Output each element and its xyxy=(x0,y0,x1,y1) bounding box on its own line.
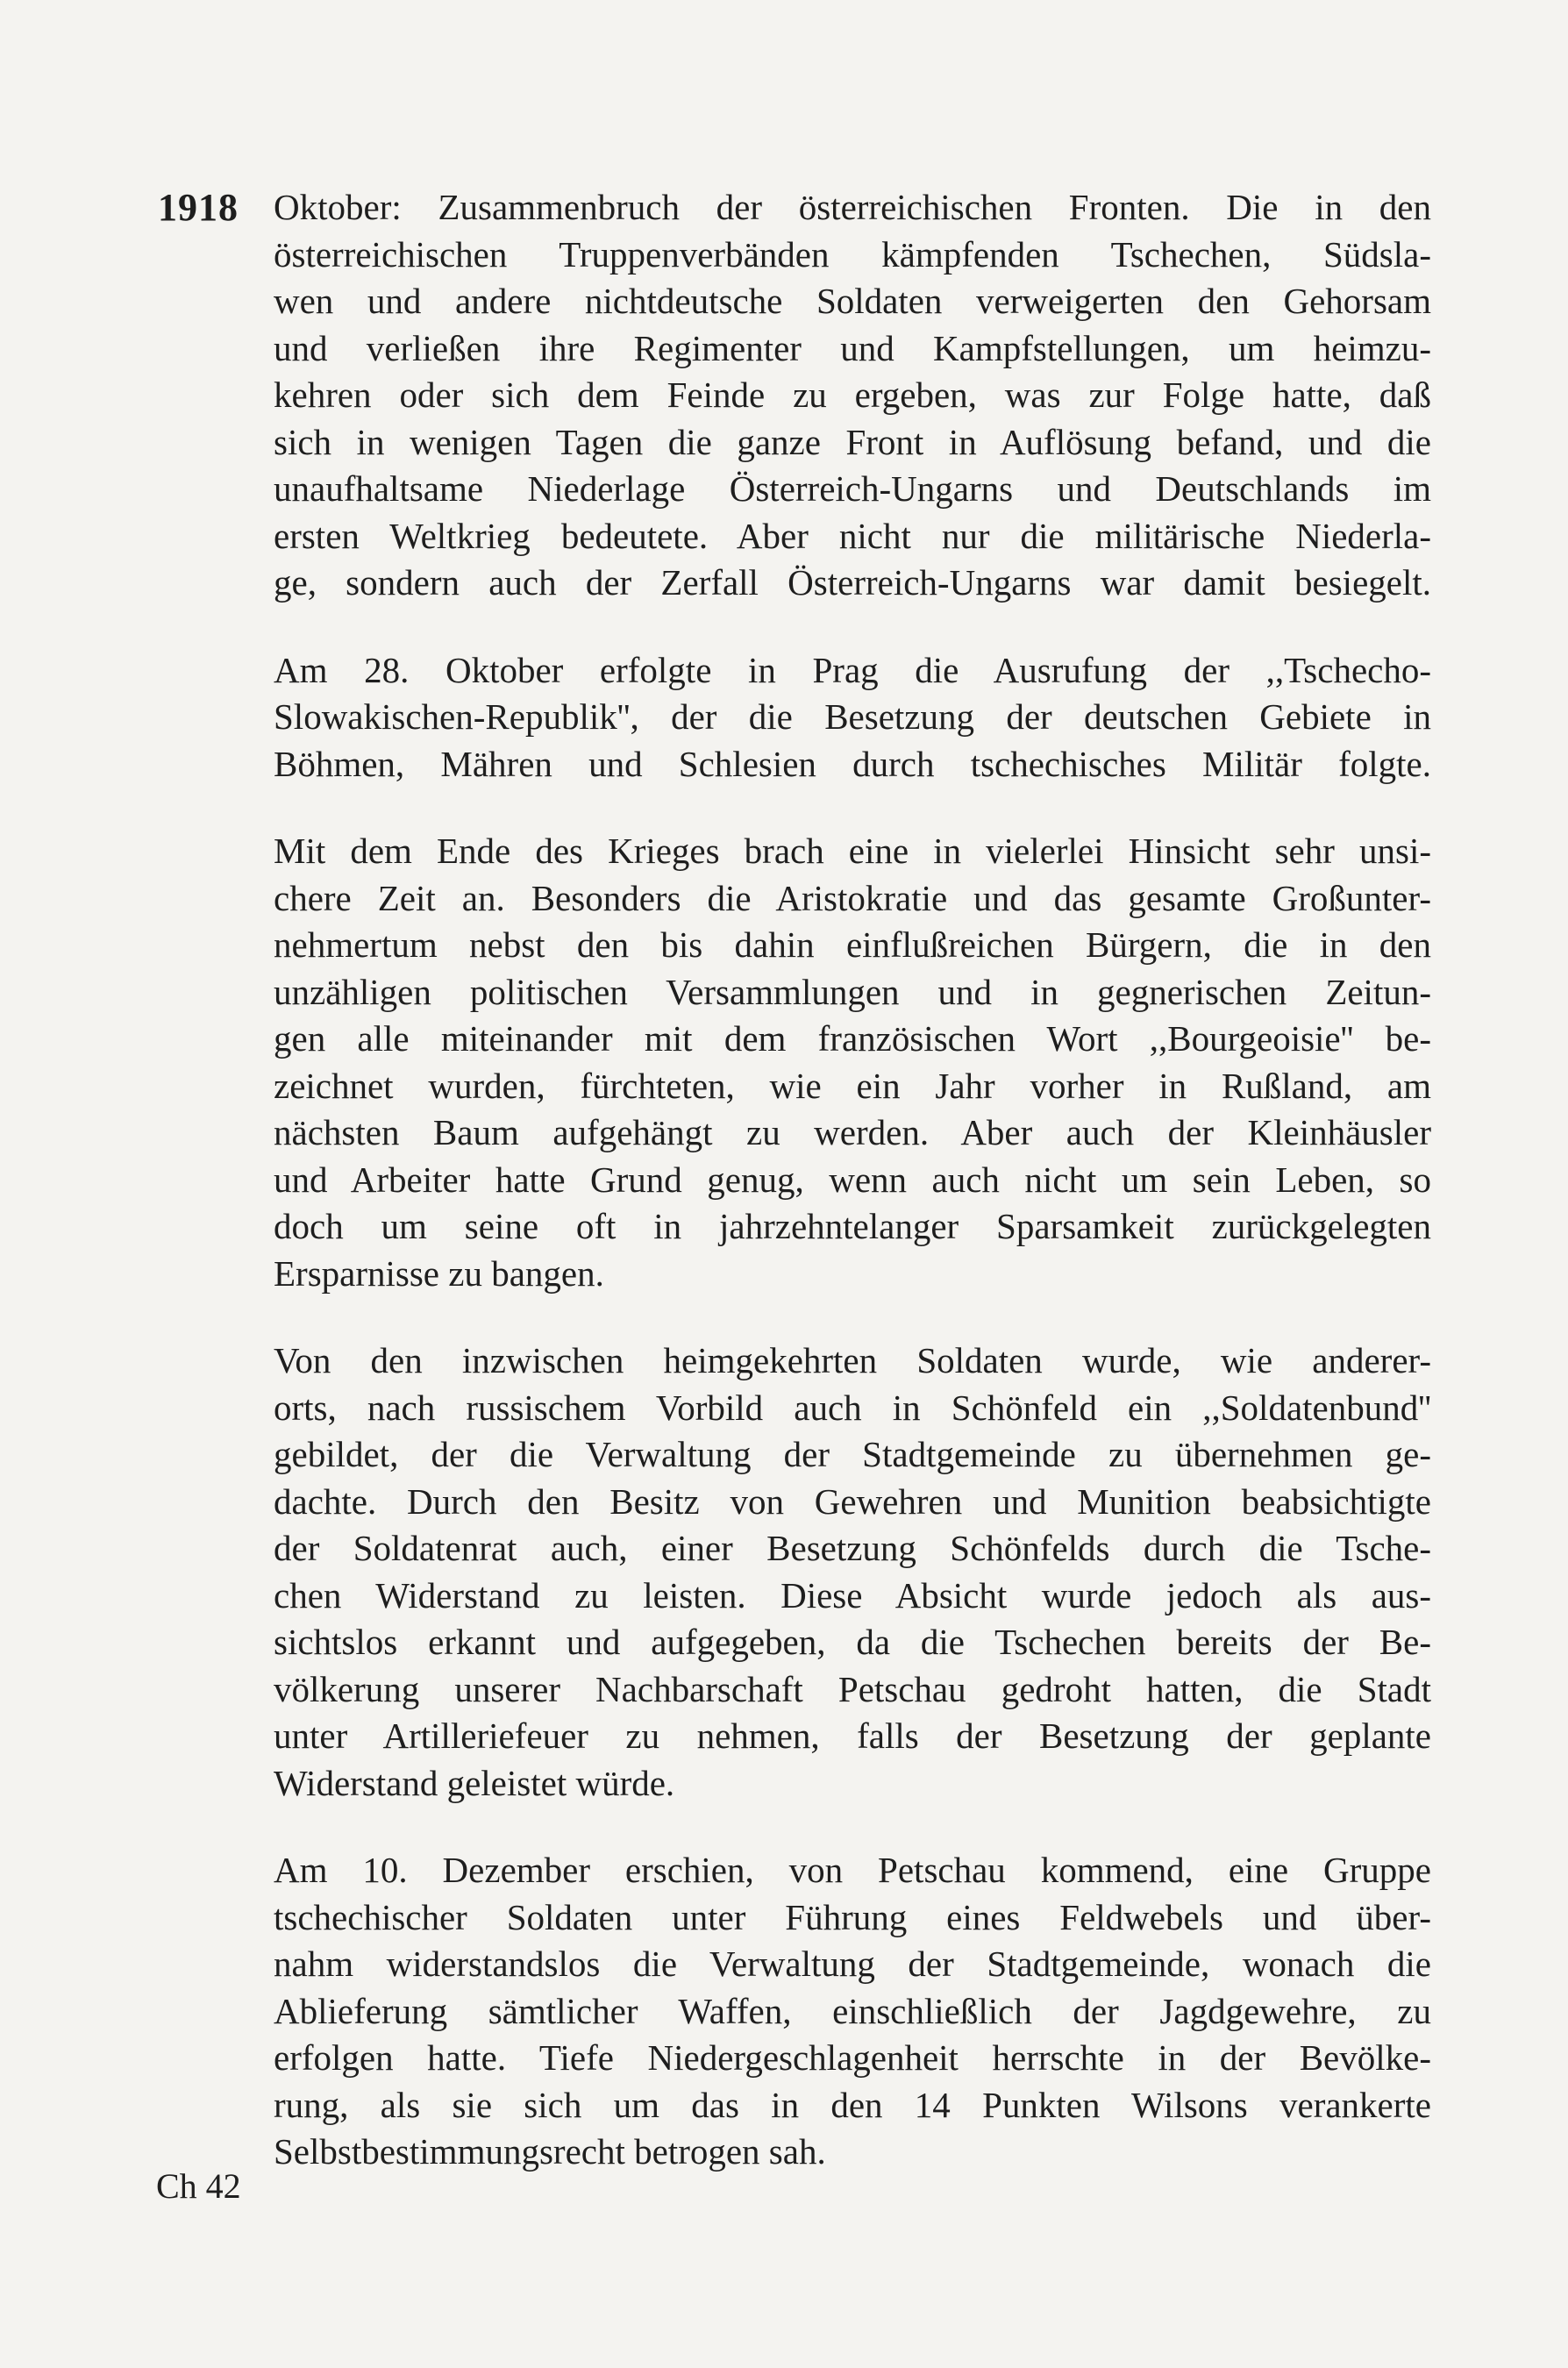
paragraph-2 xyxy=(274,647,1431,788)
text-line: Oktober: Zusammenbruch der österreichischen Fronten. Die in den xyxy=(274,187,1431,227)
text-line: rung, als sie sich um das in den 14 Punkten Wilsons verankerte xyxy=(274,2084,1431,2125)
text-line: ge, sondern auch der Zerfall Österreich-Ungarns war damit besiegelt. xyxy=(274,562,1431,603)
text-line: Ablieferung sämtlicher Waffen, einschließlich der Jagdgewehre, zu xyxy=(274,1990,1431,2031)
text-line: Am 10. Dezember erschien, von Petschau kommend, eine Gruppe xyxy=(274,1850,1431,1890)
text-line: der Soldatenrat auch, einer Besetzung Schönfelds durch die Tsche- xyxy=(274,1528,1431,1568)
text-line: zeichnet wurden, fürchteten, wie ein Jahr vorher in Rußland, am xyxy=(274,1065,1431,1106)
text-line: chen Widerstand zu leisten. Diese Absicht wurde jedoch als aus- xyxy=(274,1574,1431,1616)
text-line: orts, nach russischem Vorbild auch in Schönfeld ein ,,Soldatenbund'' xyxy=(274,1387,1431,1428)
text-line: unaufhaltsame Niederlage Österreich-Ungarns und Deutschlands im xyxy=(274,468,1431,509)
text-line: unter Artilleriefeuer zu nehmen, falls der Besetzung der geplante xyxy=(274,1715,1431,1756)
text-line: ersten Weltkrieg bedeutete. Aber nicht nur die militärische Niederla- xyxy=(274,515,1431,556)
text-line: Am 28. Oktober erfolgte in Prag die Ausrufung der ,,Tschecho- xyxy=(274,649,1431,690)
text-line: Widerstand geleistet würde. xyxy=(274,1762,675,1803)
text-line: tschechischer Soldaten unter Führung eines Feldwebels und über- xyxy=(274,1896,1431,1937)
paragraph-5 xyxy=(274,1847,1431,2176)
text-line: wen und andere nichtdeutsche Soldaten verweigerten den Gehorsam xyxy=(274,281,1431,321)
text-line: Böhmen, Mähren und Schlesien durch tschechisches Militär folgte. xyxy=(274,743,1431,784)
paragraph-3 xyxy=(274,828,1431,1297)
text-line: österreichischen Truppenverbänden kämpfenden Tschechen, Südsla- xyxy=(274,233,1431,275)
text-line: unzähligen politischen Versammlungen und in gegnerischen Zeitun- xyxy=(274,971,1431,1012)
text-line: sich in wenigen Tagen die ganze Front in Auflösung befand, und die xyxy=(274,421,1431,462)
text-line: nehmertum nebst den bis dahin einflußreichen Bürgern, die in den xyxy=(274,924,1431,965)
text-line: kehren oder sich dem Feinde zu ergeben, was zur Folge hatte, daß xyxy=(274,374,1431,415)
text-line: chere Zeit an. Besonders die Aristokratie und das gesamte Großunter- xyxy=(274,877,1431,918)
text-line: dachte. Durch den Besitz von Gewehren und Munition beabsichtigte xyxy=(274,1480,1431,1522)
text-line: nächsten Baum aufgehängt zu werden. Aber auch der Kleinhäusler xyxy=(274,1112,1431,1152)
text-line: und Arbeiter hatte Grund genug, wenn auch nicht um sein Leben, so xyxy=(274,1159,1431,1200)
text-line: sichtslos erkannt und aufgegeben, da die Tschechen bereits der Be- xyxy=(274,1622,1431,1662)
text-line: völkerung unserer Nachbarschaft Petschau gedroht hatten, die Stadt xyxy=(274,1668,1431,1709)
text-line: erfolgen hatte. Tiefe Niedergeschlagenheit herrschte in der Bevölke- xyxy=(274,2037,1431,2078)
page-label: Ch 42 xyxy=(156,2166,241,2206)
text-line: doch um seine oft in jahrzehntelanger Sparsamkeit zurückgelegten xyxy=(274,1206,1431,1246)
text-line: gebildet, der die Verwaltung der Stadtgemeinde zu übernehmen ge- xyxy=(274,1434,1431,1474)
text-line: und verließen ihre Regimenter und Kampfstellungen, um heimzu- xyxy=(274,327,1431,368)
body-text xyxy=(274,184,1431,2216)
year-heading: 1918 xyxy=(158,186,239,229)
text-line: gen alle miteinander mit dem französischen Wort ,,Bourgeoisie'' be- xyxy=(274,1018,1431,1059)
paragraph-1 xyxy=(274,184,1431,607)
text-line: Selbstbestimmungsrecht betrogen sah. xyxy=(274,2131,826,2172)
paragraph-4 xyxy=(274,1337,1431,1807)
text-line: nahm widerstandslos die Verwaltung der Stadtgemeinde, wonach die xyxy=(274,1944,1431,1984)
text-line: Ersparnisse zu bangen. xyxy=(274,1252,604,1294)
text-line: Von den inzwischen heimgekehrten Soldaten wurde, wie anderer- xyxy=(274,1340,1431,1380)
text-line: Mit dem Ende des Krieges brach eine in vielerlei Hinsicht sehr unsi- xyxy=(274,831,1431,871)
text-line: Slowakischen-Republik'', der die Besetzung der deutschen Gebiete in xyxy=(274,696,1431,737)
